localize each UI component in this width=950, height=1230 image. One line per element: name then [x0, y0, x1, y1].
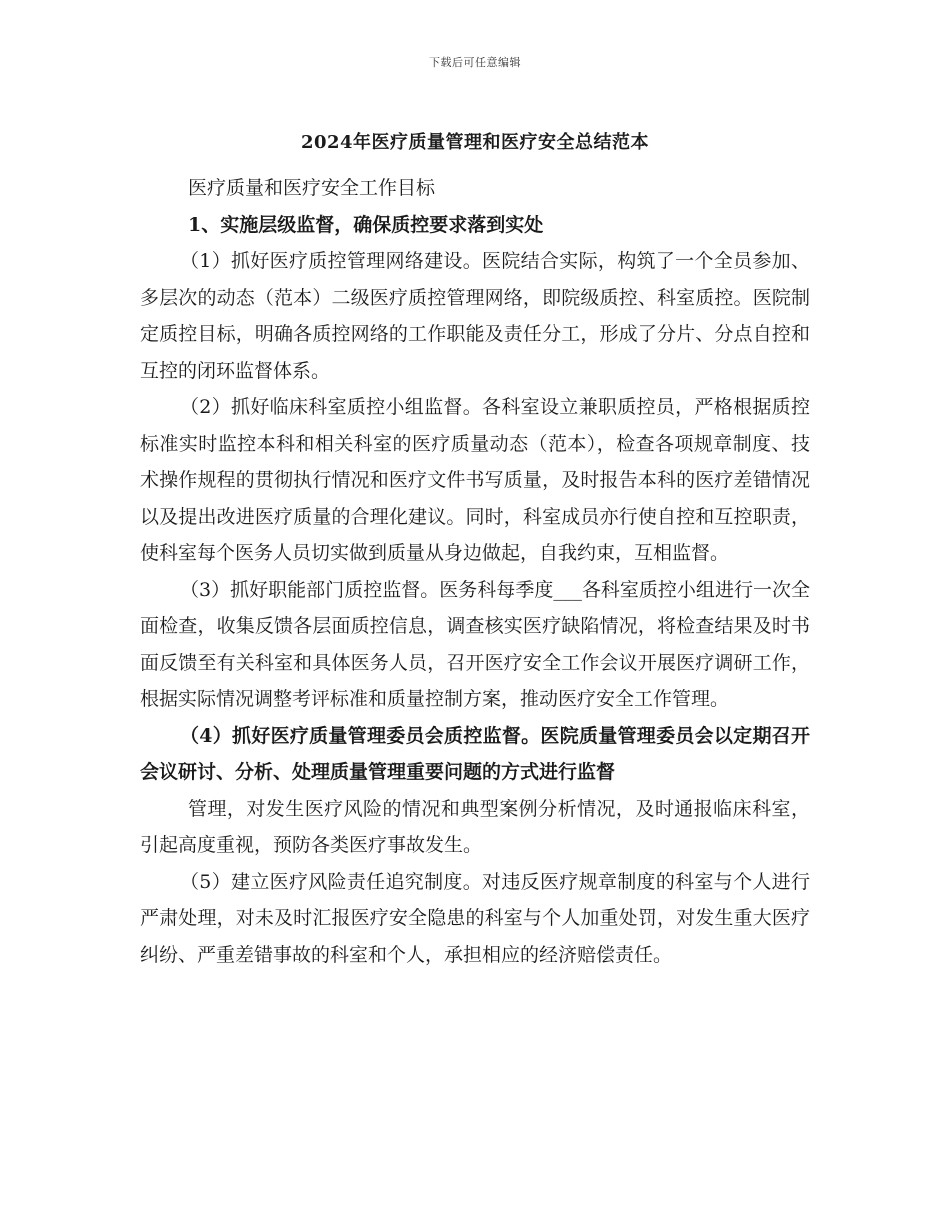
paragraph-4-continued: 管理，对发生医疗风险的情况和典型案例分析情况，及时通报临床科室，引起高度重视，预防各类医疗事故发生。 — [140, 797, 810, 856]
section-label: 医疗质量和医疗安全工作目标 — [188, 177, 436, 199]
document-title: 2024年医疗质量管理和医疗安全总结范本 — [300, 132, 650, 153]
paragraph-2: （2）抓好临床科室质控小组监督。各科室设立兼职质控员，严格根据质控标准实时监控本科和相关科室的医疗质量动态（范本），检查各项规章制度、技术操作规程的贯彻执行情况和医疗文件书写质量，及时报告本科的医疗差错情况以及提出改进医疗质量的合理化建议。同时，科室成员亦行使自控和互控职责，使科室每个医务人员切实做到质量从身边做起，自我约束，互相监督。 — [140, 396, 810, 564]
heading-1: 1、实施层级监督，确保质控要求落到实处 — [188, 213, 544, 236]
paragraph-4-bold: （4）抓好医疗质量管理委员会质控监督。医院质量管理委员会以定期召开会议研讨、分析、处理质量管理重要问题的方式进行监督 — [140, 724, 810, 783]
paragraph-3: （3）抓好职能部门质控监督。医务科每季度___各科室质控小组进行一次全面检查，收集反馈各层面质控信息，调查核实医疗缺陷情况，将检查结果及时书面反馈至有关科室和具体医务人员，召开医疗安全工作会议开展医疗调研工作，根据实际情况调整考评标准和质量控制方案，推动医疗安全工作管理。 — [140, 578, 810, 710]
header-note: 下载后可任意编辑 — [429, 56, 521, 69]
document-body — [140, 170, 810, 973]
paragraph-1: （1）抓好医疗质控管理网络建设。医院结合实际，构筑了一个全员参加、多层次的动态（范本）二级医疗质控管理网络，即院级质控、科室质控。医院制定质控目标，明确各质控网络的工作职能及责任分工，形成了分片、分点自控和互控的闭环监督体系。 — [140, 250, 810, 382]
paragraph-5: （5）建立医疗风险责任追究制度。对违反医疗规章制度的科室与个人进行严肃处理，对未及时汇报医疗安全隐患的科室与个人加重处罚，对发生重大医疗纠纷、严重差错事故的科室和个人，承担相应的经济赔偿责任。 — [140, 870, 810, 966]
